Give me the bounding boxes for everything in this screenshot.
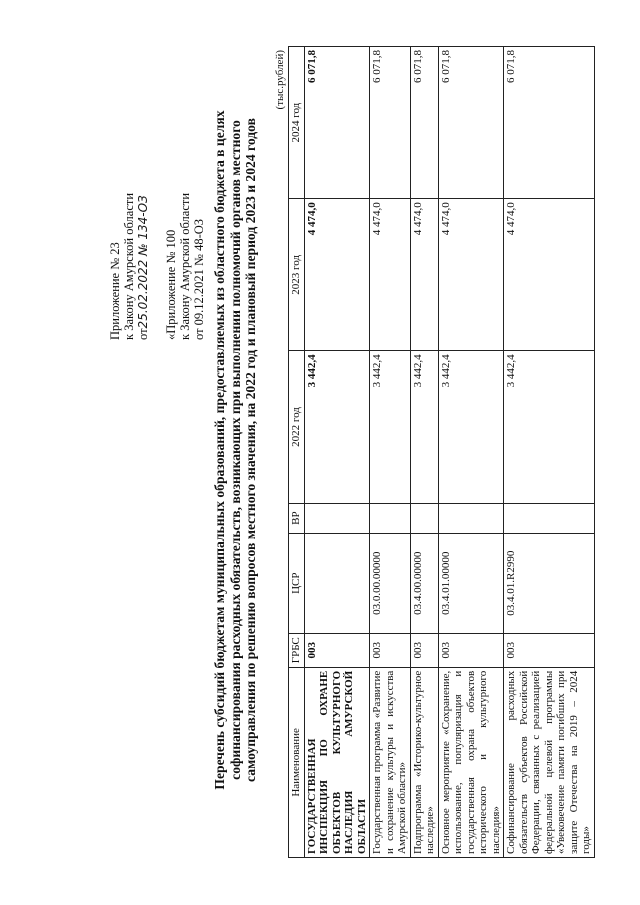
table-row bbox=[410, 47, 438, 858]
row-grbs: 003 bbox=[504, 633, 595, 667]
row-vr bbox=[370, 503, 411, 533]
row-vr bbox=[504, 503, 595, 533]
row-2022: 3 442,4 bbox=[304, 351, 370, 503]
row-csr: 03.4.01.00000 bbox=[438, 533, 504, 633]
row-2024: 6 071,8 bbox=[438, 47, 504, 199]
original-appendix-number: «Приложение № 100 bbox=[164, 229, 178, 340]
header-2023: 2023 год bbox=[289, 199, 305, 351]
table-row bbox=[370, 47, 411, 858]
row-name: ГОСУДАРСТВЕННАЯ ИНСПЕКЦИЯ ПО ОХРАНЕ ОБЪЕКТОВ КУЛЬТУРНОГО НАСЛЕДИЯ АМУРСКОЙ ОБЛАСТИ bbox=[304, 667, 370, 857]
row-name: Подпрограмма «Историко-культурное наследие» bbox=[410, 667, 438, 857]
table-header-row bbox=[289, 47, 305, 858]
row-grbs: 003 bbox=[438, 633, 504, 667]
row-2024: 6 071,8 bbox=[304, 47, 370, 199]
original-law-ref: к Закону Амурской области bbox=[178, 192, 192, 340]
title-line-1: Перечень субсидий бюджетам муниципальных образований, предоставляемых из областного бюджета в целях bbox=[212, 110, 227, 790]
header-name: Наименование bbox=[289, 667, 305, 857]
subsidy-table bbox=[288, 46, 595, 858]
header-2022: 2022 год bbox=[289, 351, 305, 503]
row-2023: 4 474,0 bbox=[304, 199, 370, 351]
row-csr: 03.0.00.00000 bbox=[370, 533, 411, 633]
table-row bbox=[304, 47, 370, 858]
row-csr: 03.4.01.R2990 bbox=[504, 533, 595, 633]
appendix-date-prefix: от bbox=[136, 328, 150, 340]
row-2023: 4 474,0 bbox=[438, 199, 504, 351]
row-name: Основное мероприятие «Сохранение, использование, популяризация и государственная охрана объектов исторического и культурного наследия» bbox=[438, 667, 504, 857]
row-vr bbox=[438, 503, 504, 533]
row-name: Государственная программа «Развитие и сохранение культуры и искусства Амурской области» bbox=[370, 667, 411, 857]
header-grbs: ГРБС bbox=[289, 633, 305, 667]
row-2024: 6 071,8 bbox=[504, 47, 595, 199]
appendix-date-line bbox=[136, 50, 150, 340]
appendix-number: Приложение № 23 bbox=[108, 242, 122, 340]
header-csr: ЦСР bbox=[289, 533, 305, 633]
original-law-date: от 09.12.2021 № 48-ОЗ bbox=[192, 218, 206, 340]
row-name: Софинансирование расходных обязательств субъектов Российской Федерации, связанных с реализацией федеральной целевой программы «Увековечение памяти погибших при защите Отечества на 2019 – 2024 годы» bbox=[504, 667, 595, 857]
row-2022: 3 442,4 bbox=[438, 351, 504, 503]
row-grbs: 003 bbox=[410, 633, 438, 667]
row-2022: 3 442,4 bbox=[504, 351, 595, 503]
handwritten-date: 25.02.2022 № 134-ОЗ bbox=[136, 195, 150, 329]
appendix-header bbox=[108, 50, 206, 340]
appendix-law-ref: к Закону Амурской области bbox=[122, 192, 136, 340]
units-label: (тыс.рублей) bbox=[274, 50, 286, 110]
row-2023: 4 474,0 bbox=[370, 199, 411, 351]
row-grbs: 003 bbox=[304, 633, 370, 667]
row-2022: 3 442,4 bbox=[370, 351, 411, 503]
rotated-content bbox=[100, 40, 592, 860]
row-csr: 03.4.00.00000 bbox=[410, 533, 438, 633]
row-vr bbox=[410, 503, 438, 533]
header-vr: ВР bbox=[289, 503, 305, 533]
row-2024: 6 071,8 bbox=[370, 47, 411, 199]
title-line-2: софинансирования расходных обязательств, возникающих при выполнении полномочий органов местного bbox=[227, 120, 243, 780]
row-2022: 3 442,4 bbox=[410, 351, 438, 503]
row-2023: 4 474,0 bbox=[504, 199, 595, 351]
table-row bbox=[504, 47, 595, 858]
table-row bbox=[438, 47, 504, 858]
title-line-3: самоуправления по решению вопросов местного значения, на 2022 год и плановый период 2023 и 2024 годов bbox=[243, 118, 258, 782]
header-2024: 2024 год bbox=[289, 47, 305, 199]
document-title bbox=[212, 40, 259, 860]
row-2024: 6 071,8 bbox=[410, 47, 438, 199]
row-vr bbox=[304, 503, 370, 533]
row-csr bbox=[304, 533, 370, 633]
row-grbs: 003 bbox=[370, 633, 411, 667]
row-2023: 4 474,0 bbox=[410, 199, 438, 351]
